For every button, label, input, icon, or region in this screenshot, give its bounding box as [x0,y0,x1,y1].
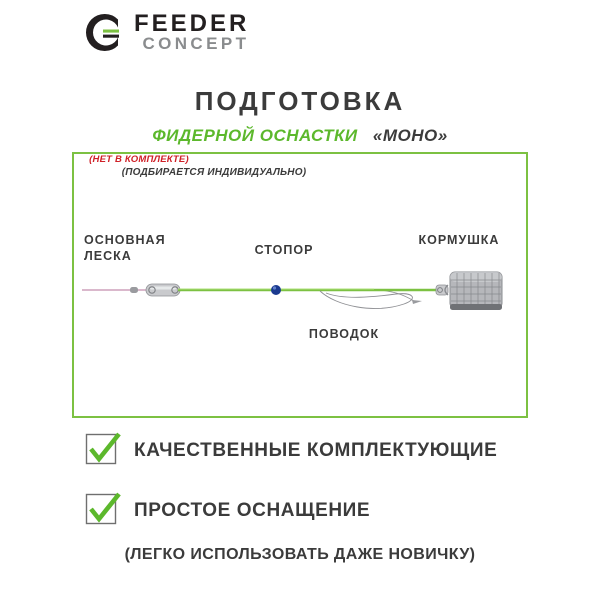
page-subtitle-variant: «МОНО» [372,126,448,145]
brand-name-bottom: CONCEPT [142,34,250,53]
page-subtitle-text: ФИДЕРНОЙ ОСНАСТКИ [152,126,358,145]
swivel-connector [146,284,180,296]
label-main-line-line2: ЛЕСКА [84,249,132,263]
brand-wordmark [134,10,250,53]
brand-logo [84,12,249,54]
leader-hook-hint [412,300,422,304]
stopper-bead [271,285,281,295]
list-item-label: КАЧЕСТВЕННЫЕ КОМПЛЕКТУЮЩИЕ [134,440,498,461]
rig-diagram [72,152,528,418]
rig-illustration [74,154,526,416]
brand-name-top: FEEDER [134,10,250,37]
label-leader-note: (ПОДБИРАЕТСЯ ИНДИВИДУАЛЬНО) [121,167,307,178]
list-item [84,492,370,530]
label-main-line [84,232,214,264]
stopper-bead-gloss [273,286,276,289]
check-icon [84,432,122,470]
label-feeder-note: (НЕТ В КОМПЛЕКТЕ) [89,154,189,165]
list-item [84,432,497,470]
check-icon [84,492,122,530]
feeder-lead-strip [450,304,502,310]
page-title: ПОДГОТОВКА [194,86,406,116]
label-stopper: СТОПОР [254,243,314,257]
label-feeder: КОРМУШКА [418,233,500,247]
label-main-line-line1: ОСНОВНАЯ [84,233,166,247]
feeder-concept-c-logo-icon [84,12,126,54]
page-subtitle [0,126,600,146]
list-item-note: (ЛЕГКО ИСПОЛЬЗОВАТЬ ДАЖЕ НОВИЧКУ) [124,546,476,563]
list-item-label: ПРОСТОЕ ОСНАЩЕНИЕ [134,500,371,521]
label-leader: ПОВОДОК [308,327,380,341]
crimp-bead-left [130,287,138,293]
feeder-cage [445,272,502,310]
